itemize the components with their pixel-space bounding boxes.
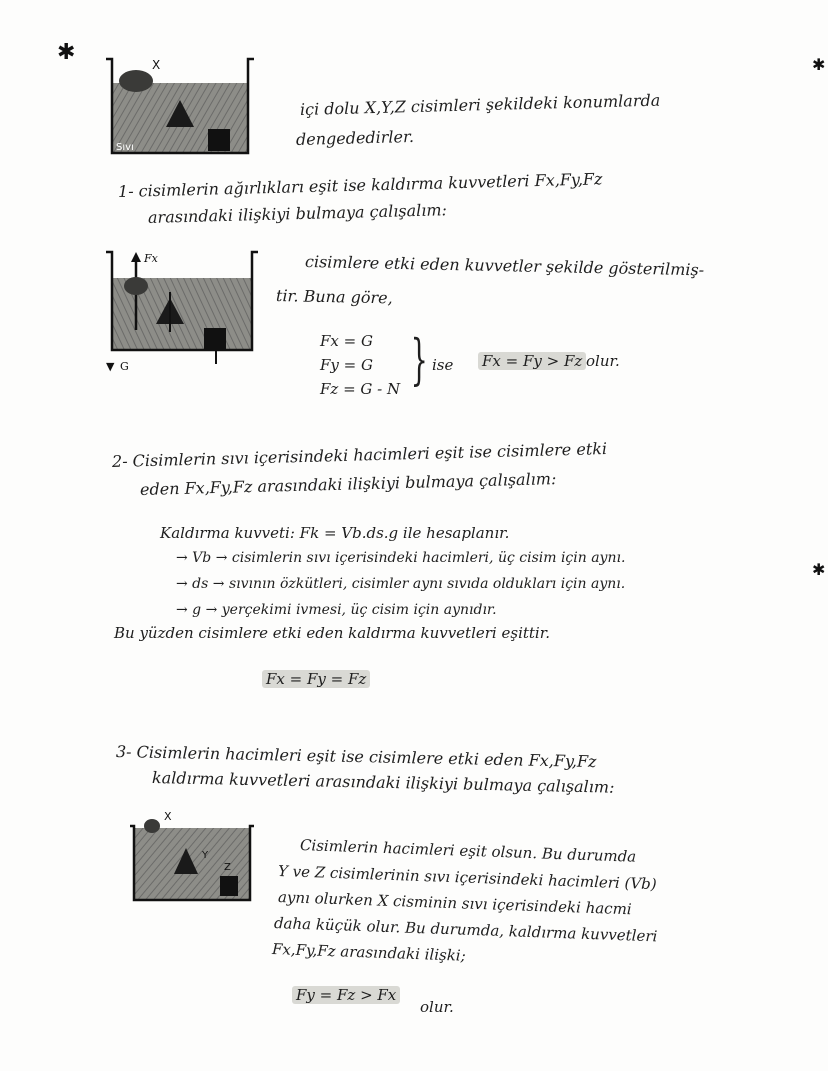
q1-eq-1: Fx = G <box>320 332 373 350</box>
q3-olur: olur. <box>420 998 454 1016</box>
q2-bullet-1: → Vb → cisimlerin sıvı içerisindeki hacimleri, üç cisim için aynı. <box>176 550 626 566</box>
q3-label-z: Z <box>224 862 231 873</box>
label-g: G <box>120 360 129 373</box>
q1-heading-line-1: 1- cisimlerin ağırlıkları eşit ise kaldırma kuvvetleri Fx,Fy,Fz <box>117 169 603 201</box>
q1-olur: olur. <box>586 352 620 370</box>
object-x <box>119 70 153 92</box>
q1-text-1: cisimlere etki eden kuvvetler şekilde gösterilmiş- <box>304 252 705 280</box>
figure-equal-volumes <box>128 808 258 904</box>
q3-text-4: daha küçük olur. Bu durumda, kaldırma kuvvetleri <box>273 914 658 946</box>
page-star-mark: ✱ <box>57 40 76 65</box>
page-edge-mark: ✱ <box>812 560 826 579</box>
intro-line-2: dengededirler. <box>295 126 415 149</box>
q2-heading-line-1: 2- Cisimlerin sıvı içerisindeki hacimleri eşit ise cisimlere etki <box>111 439 608 471</box>
q2-conclusion: Bu yüzden cisimlere etki eden kaldırma kuvvetleri eşittir. <box>114 624 551 642</box>
label-fx: Fx <box>144 252 158 265</box>
q3-result: Fy = Fz > Fx <box>292 986 400 1004</box>
q1-text-2: tir. Buna göre, <box>275 286 393 308</box>
object-z <box>208 129 230 151</box>
q3-label-x: X <box>164 810 172 823</box>
q1-heading-line-2: arasındaki ilişkiyi bulmaya çalışalım: <box>147 200 448 227</box>
q2-result: Fx = Fy = Fz <box>262 670 370 688</box>
q2-bullet-2: → ds → sıvının özkütleri, cisimler aynı sıvıda oldukları için aynı. <box>176 576 626 592</box>
liquid-label: Sıvı <box>116 142 134 153</box>
q1-eq-3: Fz = G - N <box>320 380 401 398</box>
q3-label-y: Y <box>202 850 209 861</box>
q2-formula: Kaldırma kuvveti: Fk = Vb.ds.g ile hesaplanır. <box>160 524 510 542</box>
q3-text-5: Fx,Fy,Fz arasındaki ilişki; <box>271 940 467 965</box>
q1-result: Fx = Fy > Fz <box>478 352 586 370</box>
q3-heading-line-1: 3- Cisimlerin hacimleri eşit ise cisimlere etki eden Fx,Fy,Fz <box>115 742 597 772</box>
svg-text:▼: ▼ <box>106 360 115 373</box>
q1-brace: } <box>410 328 428 391</box>
q3-heading-line-2: kaldırma kuvvetleri arasındaki ilişkiyi bulmaya çalışalım: <box>151 768 615 797</box>
label-x: X <box>152 58 161 72</box>
q3-text-3: aynı olurken X cisminin sıvı içerisindeki hacmi <box>277 888 632 919</box>
q1-ise: ise <box>432 356 454 374</box>
figure-container-xyz <box>100 55 260 160</box>
figure-forces <box>100 242 265 377</box>
q2-bullet-3: → g → yerçekimi ivmesi, üç cisim için aynıdır. <box>176 602 497 618</box>
intro-line-1: içi dolu X,Y,Z cisimleri şekildeki konumlarda <box>299 90 661 119</box>
q3-text-1: Cisimlerin hacimleri eşit olsun. Bu durumda <box>299 836 637 866</box>
q1-eq-2: Fy = G <box>320 356 373 374</box>
q2-heading-line-2: eden Fx,Fy,Fz arasındaki ilişkiyi bulmaya çalışalım: <box>139 469 557 499</box>
page-edge-mark: ✱ <box>812 55 826 74</box>
q3-text-2: Y ve Z cisimlerinin sıvı içerisindeki hacimleri (Vb) <box>277 862 657 894</box>
